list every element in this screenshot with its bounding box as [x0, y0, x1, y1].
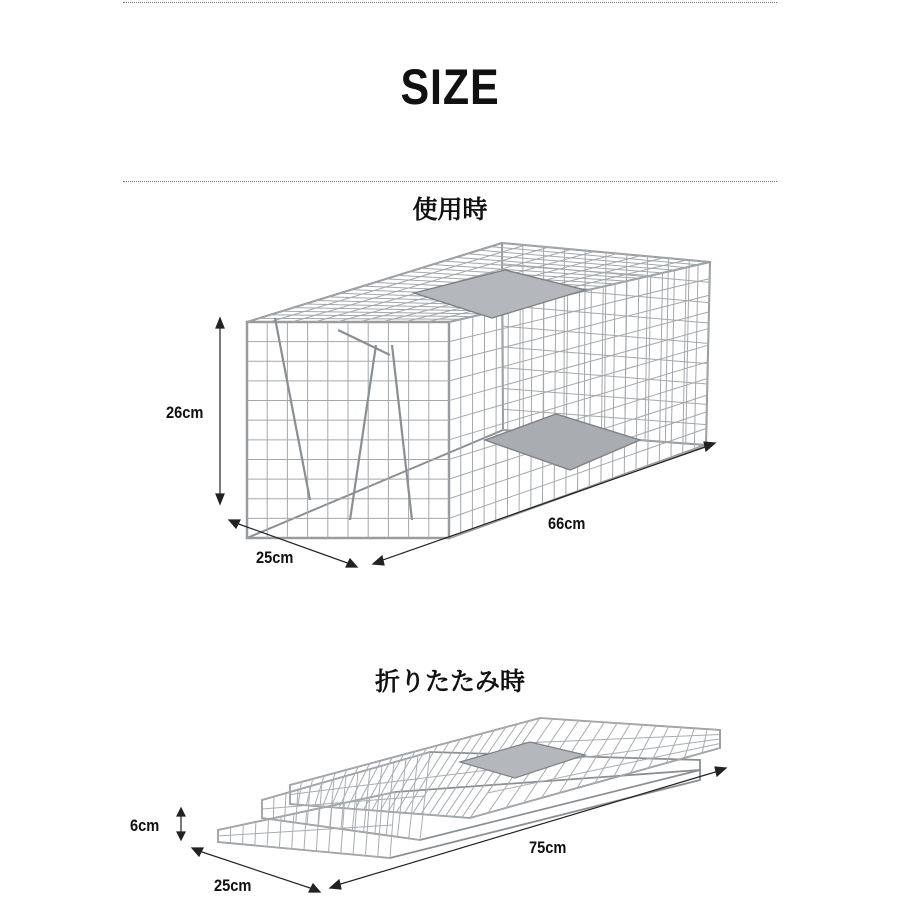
folded-door-plate [460, 742, 585, 778]
folded-heading: 折りたたみ時 [374, 667, 525, 696]
page-title: SIZE [400, 59, 500, 115]
folded-width-label: 25cm [214, 876, 252, 895]
folded-wire-grid [218, 718, 720, 858]
folded-length-label: 75cm [529, 838, 567, 857]
in-use-length-label: 66cm [548, 514, 586, 533]
in-use-width-label: 25cm [256, 548, 294, 567]
folded-height-label: 6cm [130, 816, 160, 835]
in-use-heading: 使用時 [412, 195, 488, 224]
in-use-height-label: 26cm [166, 403, 204, 422]
